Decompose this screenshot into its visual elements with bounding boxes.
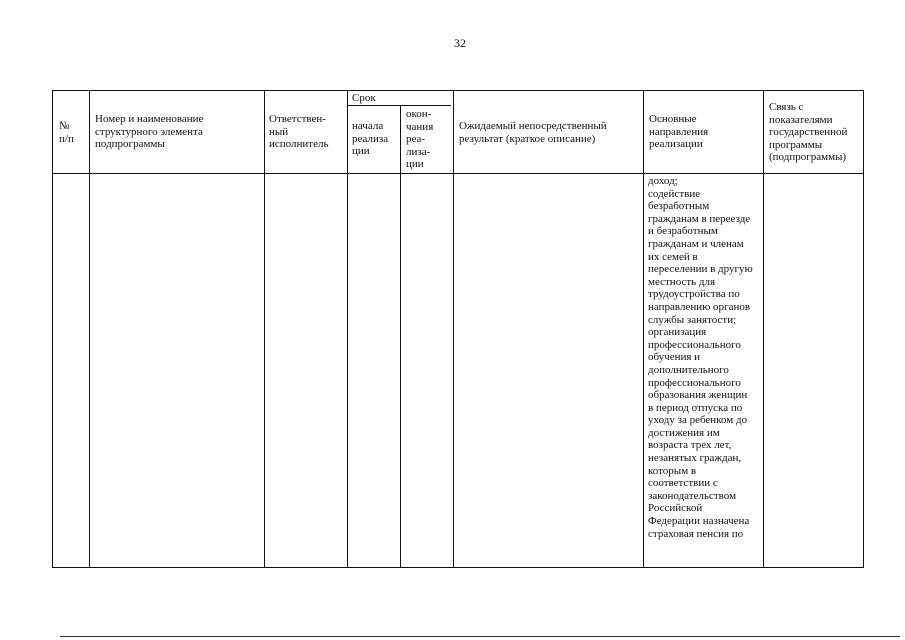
page-number: 32	[454, 36, 466, 50]
column-divider	[347, 91, 348, 567]
header-main-directions: Основные направления реализации	[649, 113, 709, 151]
bottom-rule	[60, 636, 900, 637]
column-divider	[264, 91, 265, 567]
column-divider	[400, 105, 401, 567]
column-divider	[453, 91, 454, 567]
program-table	[52, 90, 864, 568]
header-term: Срок	[352, 92, 376, 104]
row-main-directions: доход; содействие безработным гражданам в переезде и безработным гражданам и членам их семей в переселении в другую местность для трудоустройства по направлению органов службы занятости; организация профессионального обучения и дополнительного профессионального образования женщин в период отпуска по уходу за ребенком до достижения им возраста трех лет, незанятых граждан, которым в соответствии с законодательством Российской Федерации назначена страховая пенсия по	[648, 175, 753, 540]
term-subheader-divider	[348, 105, 451, 106]
header-num: № п/п	[59, 120, 74, 145]
header-executor: Ответствен- ный исполнитель	[269, 113, 329, 151]
header-term-start: начала реализа ции	[352, 120, 389, 158]
column-divider	[643, 91, 644, 567]
column-divider	[763, 91, 764, 567]
header-divider	[53, 173, 863, 174]
header-expected-result: Ожидаемый непосредственный результат (краткое описание)	[459, 120, 607, 145]
header-term-end: окон- чания реа- лиза- ции	[406, 108, 434, 171]
header-program-link: Связь с показателями государственной программы (подпрограммы)	[769, 101, 848, 164]
header-structural-element: Номер и наименование структурного элемента подпрограммы	[95, 113, 204, 151]
column-divider	[89, 91, 90, 567]
